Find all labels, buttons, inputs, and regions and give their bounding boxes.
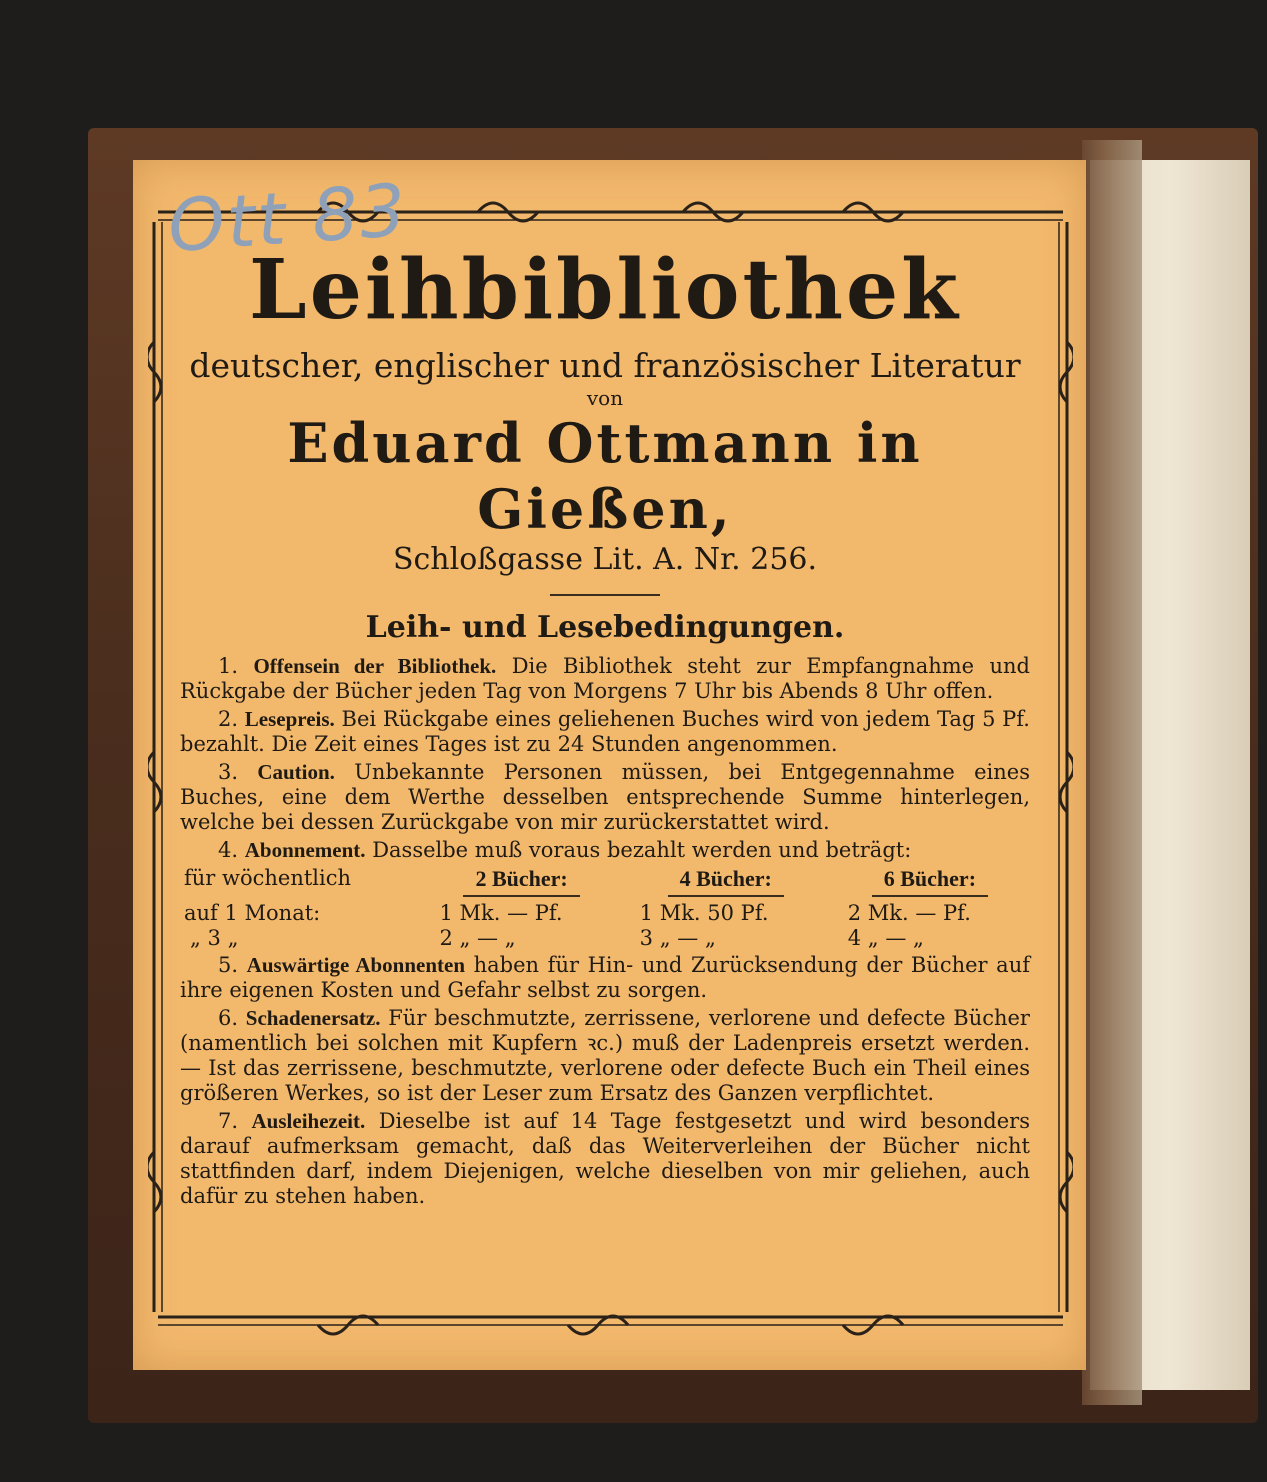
condition-section <box>180 760 1030 835</box>
price-column-header: 4 Bücher: <box>622 866 830 901</box>
address: Schloßgasse Lit. A. Nr. 256. <box>392 542 818 577</box>
condition-section <box>180 953 1030 1003</box>
owner-name: Eduard Ottmann in Gießen, <box>287 411 923 541</box>
condition-section <box>180 654 1030 704</box>
von-line: von <box>586 386 624 410</box>
condition-section <box>180 1006 1030 1106</box>
section-number: 3. <box>218 760 239 784</box>
price-cell: 1 Mk. 50 Pf. <box>639 901 769 925</box>
page-title: Leihbibliothek <box>249 242 961 338</box>
section-heading: Caution. <box>257 760 335 784</box>
price-column-header: 6 Bücher: <box>830 866 1030 901</box>
price-cell: 3 „ — „ <box>639 926 716 950</box>
section-heading: Lesepreis. <box>244 707 335 731</box>
price-cell: 1 Mk. — Pf. <box>439 901 563 925</box>
subtitle: deutscher, englischer und französischer Literatur <box>189 346 1021 385</box>
section-heading: Schadenersatz. <box>245 1006 381 1030</box>
section-text: Unbekannte Personen müssen, bei Entgegennahme eines Buches, eine dem Werthe desselben entsprechende Summe hinterlegen, welche bei dessen Zurückgabe von mir zurückerstattet wird. <box>180 760 1030 834</box>
price-cell: 4 „ — „ <box>847 926 924 950</box>
section-text: haben für Hin- und Zurücksendung der Bücher auf ihre eigenen Kosten und Gefahr selbst zu sorgen. <box>180 953 1030 1002</box>
section-number: 6. <box>218 1006 239 1030</box>
label-content <box>180 240 1030 1212</box>
condition-section <box>180 707 1030 757</box>
section-text: Die Bibliothek steht zur Empfangnahme und Rückgabe der Bücher jeden Tag von Morgens 7 Uhr bis Abends 8 Uhr offen. <box>180 654 1030 703</box>
price-column-header: 2 Bücher: <box>421 866 621 901</box>
conditions-heading: Leih- und Lesebedingungen. <box>365 610 845 645</box>
price-row-label-header: für wöchentlich <box>184 866 352 890</box>
divider <box>550 594 660 596</box>
price-row-label: „ 3 „ <box>190 926 239 950</box>
section-text: Dasselbe muß voraus bezahlt werden und beträgt: <box>372 838 912 862</box>
section-text: Bei Rückgabe eines geliehenen Buches wird von jedem Tag 5 Pf. bezahlt. Die Zeit eines Tages ist zu 24 Stunden angenommen. <box>180 707 1030 756</box>
section-number: 2. <box>218 707 239 731</box>
section-heading: Offensein der Bibliothek. <box>253 654 497 678</box>
section-number: 4. <box>218 838 239 862</box>
price-row <box>180 901 1030 926</box>
price-row-label: auf 1 Monat: <box>184 901 321 925</box>
section-heading: Abonnement. <box>244 838 366 862</box>
section-heading: Auswärtige Abonnenten <box>246 953 466 977</box>
price-table-header <box>180 866 1030 901</box>
condition-section <box>180 838 1030 863</box>
condition-section <box>180 1109 1030 1209</box>
section-text: Dieselbe ist auf 14 Tage festgesetzt und wird besonders darauf aufmerksam gemacht, daß das Weiterverleihen der Bücher nicht stattfinden darf, indem Diejenigen, welche dieselben von mir geliehen, auch dafür zu stehen haben. <box>180 1109 1030 1208</box>
section-heading: Ausleihezeit. <box>251 1109 366 1133</box>
section-number: 5. <box>218 953 239 977</box>
price-table <box>180 866 1030 951</box>
price-row <box>180 926 1030 951</box>
section-number: 7. <box>218 1109 239 1133</box>
price-cell: 2 Mk. — Pf. <box>847 901 971 925</box>
book-spine <box>1082 140 1142 1405</box>
handwritten-shelf-mark: Ott 83 <box>165 167 411 269</box>
price-cell: 2 „ — „ <box>439 926 516 950</box>
section-text: Für beschmutzte, zerrissene, verlorene und defecte Bücher (namentlich bei solchen mit Kupfern ꝛc.) muß der Ladenpreis ersetzt werden. — Ist das zerrissene, beschmutzte, verlorene oder defecte Buch ein Theil eines größeren Werkes, so ist der Leser zum Ersatz des Ganzen verpflichtet. <box>180 1006 1030 1105</box>
section-number: 1. <box>218 654 239 678</box>
